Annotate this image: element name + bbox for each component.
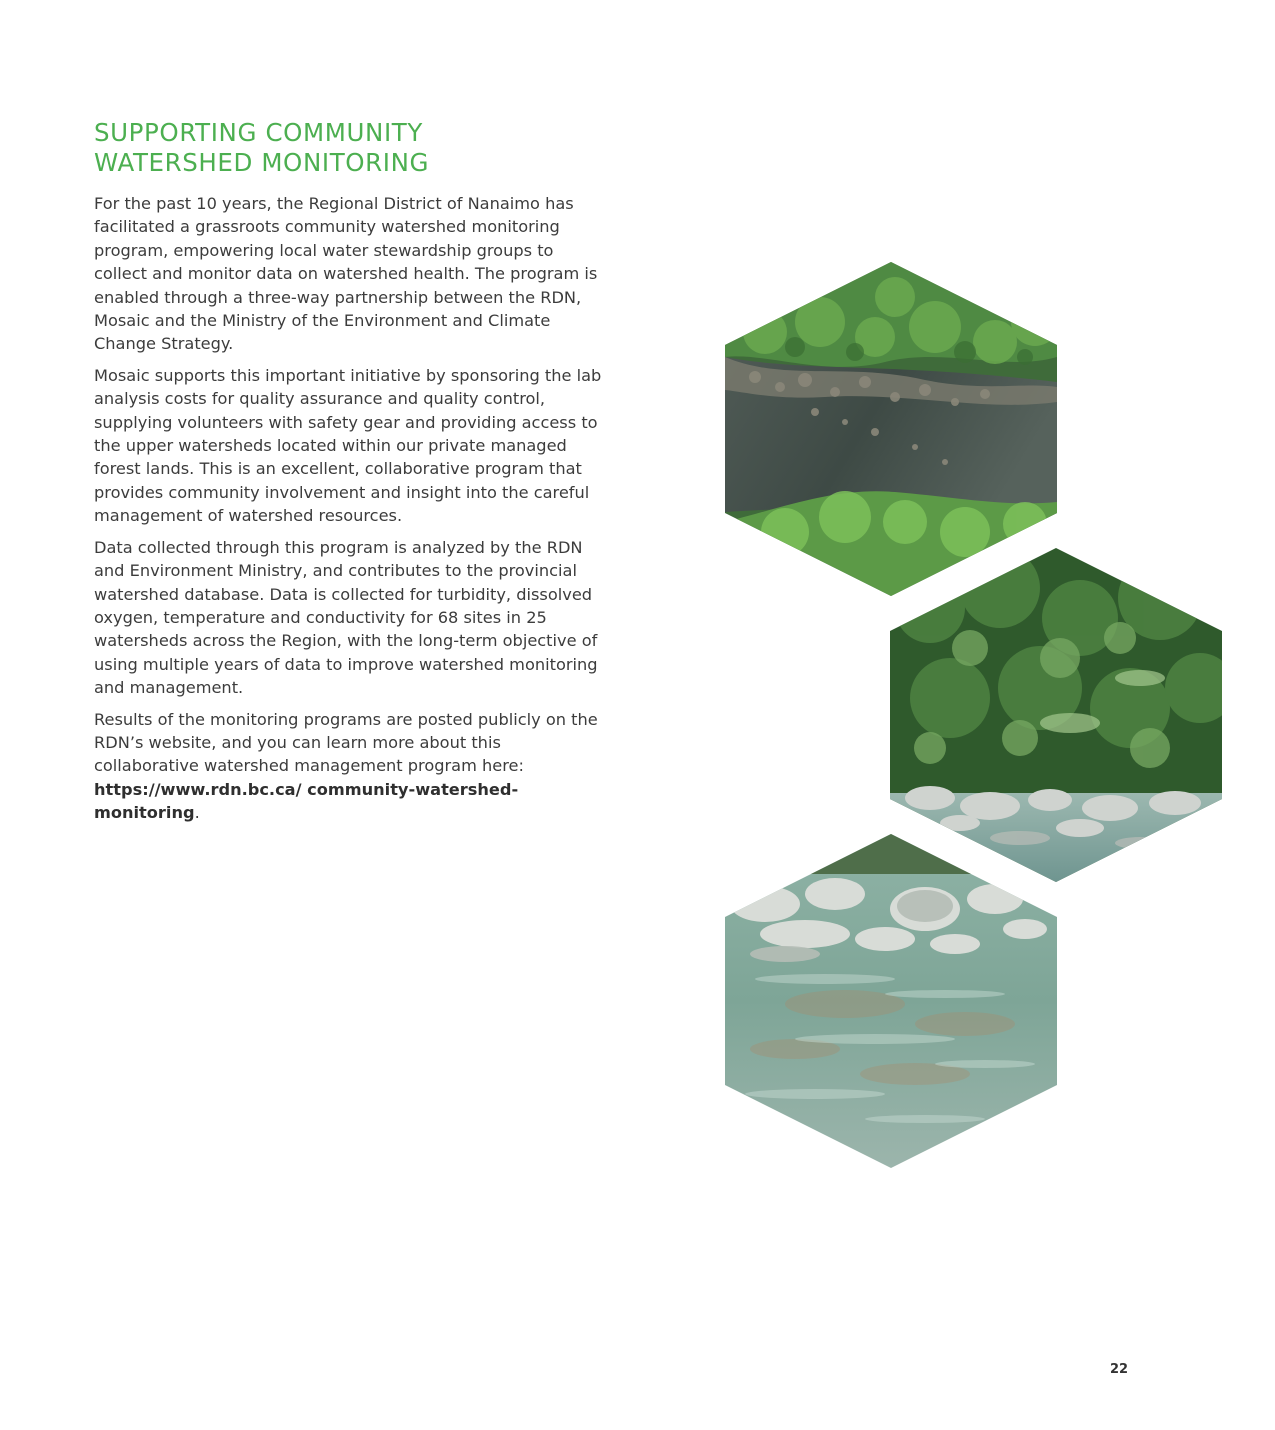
- aerial-river-photo: [725, 262, 1057, 596]
- page-heading: [94, 118, 654, 178]
- heading-line-1: SUPPORTING COMMUNITY: [94, 118, 423, 147]
- results-end: .: [194, 803, 200, 823]
- paragraph-results: [94, 708, 604, 825]
- clear-river-rocks-photo: [725, 834, 1057, 1168]
- watershed-program-link[interactable]: https://www.rdn.bc.ca/ community-watershed-monitoring: [94, 779, 519, 823]
- page-number: 22: [1110, 1362, 1129, 1377]
- paragraph-partnership: For the past 10 years, the Regional District of Nanaimo has facilitated a grassroots community watershed monitoring program, empowering local water stewardship groups to collect and monitor data on watershed health. The program is enabled through a three-way partnership between the RDN, Mosaic and the Ministry of the Environment and Climate Change Strategy.: [94, 194, 598, 354]
- heading-line-2: WATERSHED MONITORING: [94, 148, 430, 177]
- paragraph-mosaic-support: Mosaic supports this important initiative by sponsoring the lab analysis costs for quality assurance and quality control, supplying volunteers with safety gear and providing access to the upper watersheds located within our private managed forest lands. This is an excellent, collaborative program that provides community involvement and insight into the careful management of watershed resources.: [94, 365, 602, 526]
- article-body: [94, 192, 604, 833]
- paragraph-data-collection: Data collected through this program is analyzed by the RDN and Environment Ministry, and contributes to the provincial watershed database. Data is collected for turbidity, dissolved oxygen, temperature and conductivity for 68 sites in 25 watersheds across the Region, with the long-term objective of using multiple years of data to improve watershed monitoring and management.: [94, 537, 598, 698]
- riverbank-forest-photo: [890, 548, 1222, 882]
- results-text: Results of the monitoring programs are posted publicly on the RDN’s website, and you can learn more about this collaborative watershed management program here:: [94, 709, 598, 776]
